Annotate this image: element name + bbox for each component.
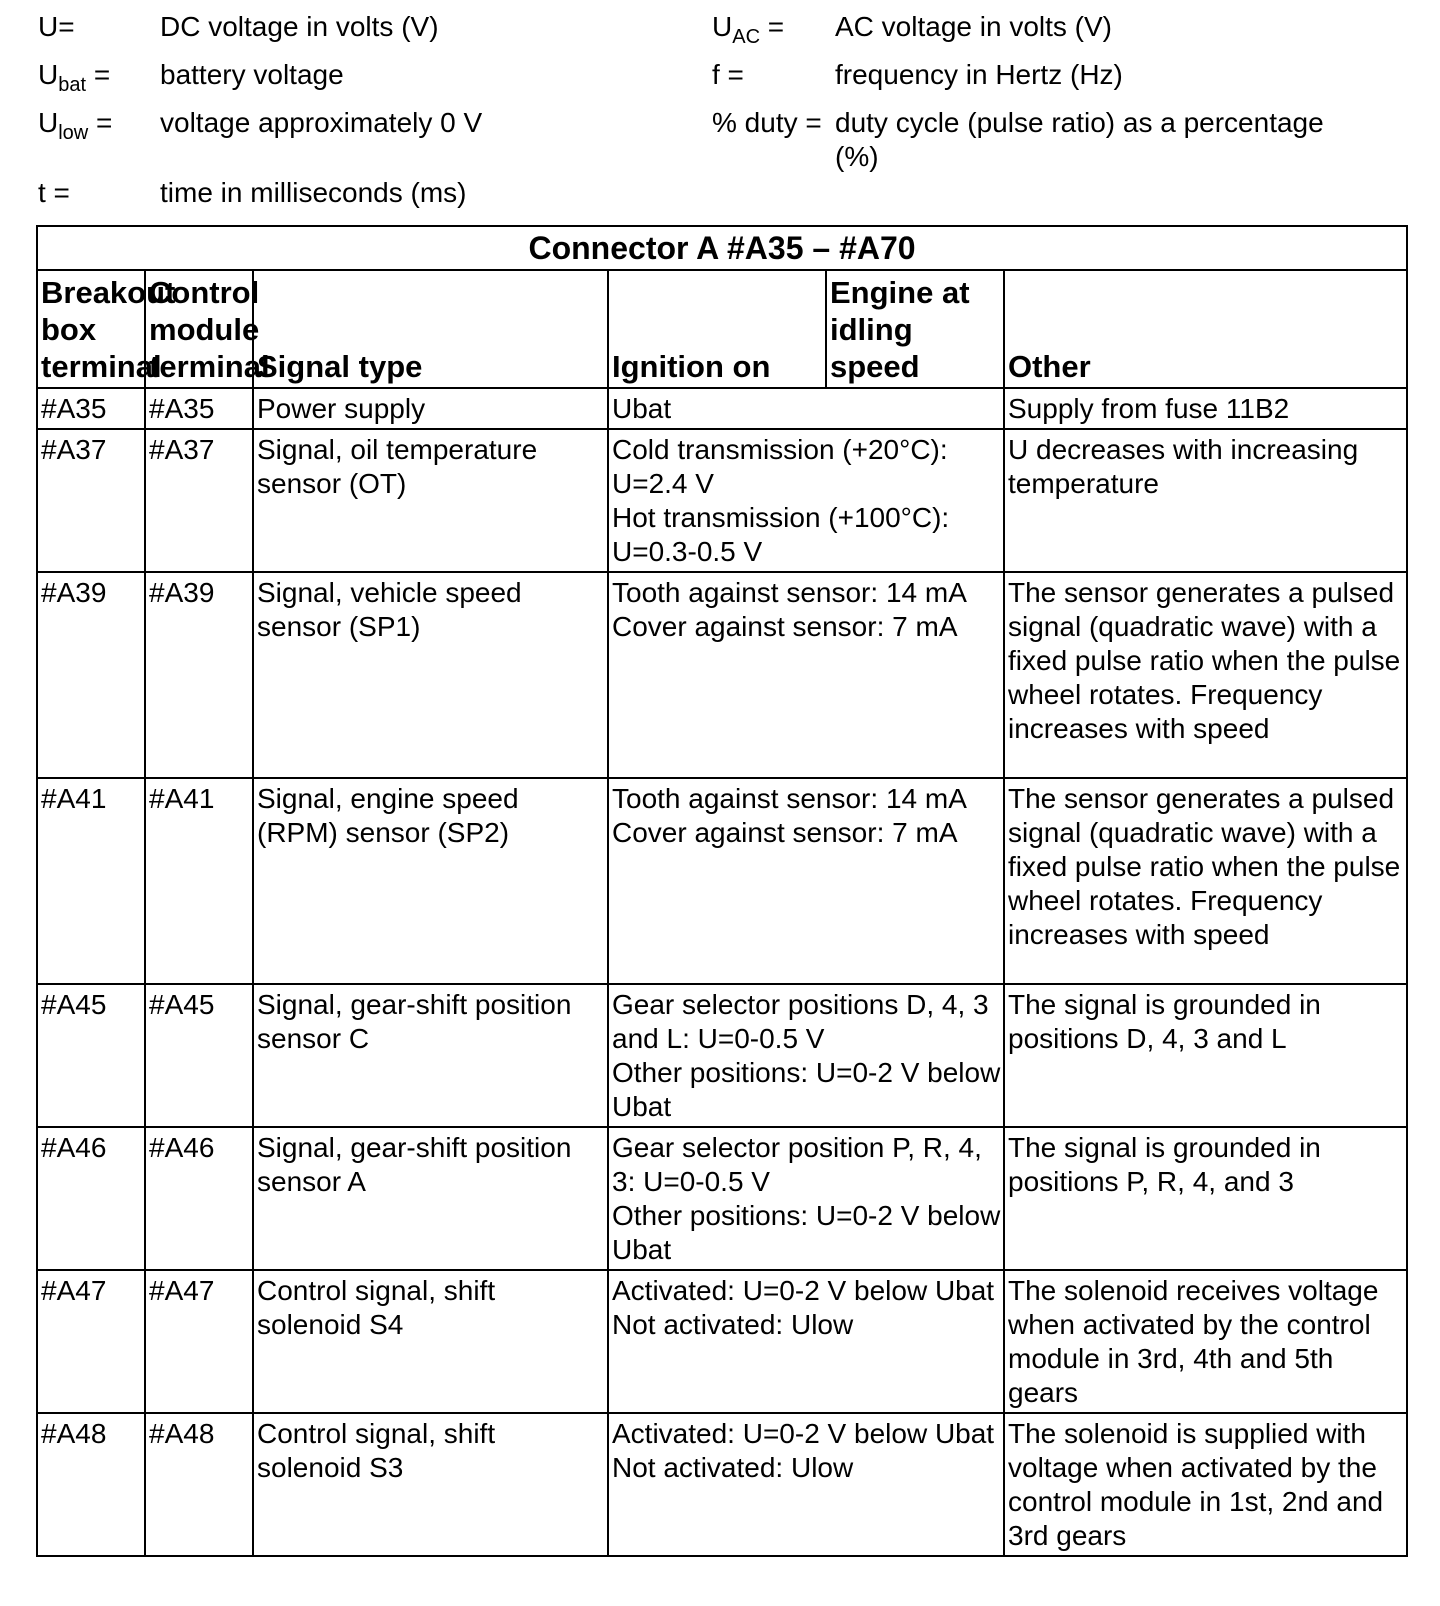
header-other: Other xyxy=(1004,270,1407,388)
header-breakout-terminal: Breakout box terminal xyxy=(37,270,145,388)
legend-desc-u: DC voltage in volts (V) xyxy=(160,11,439,42)
table-row xyxy=(37,388,1407,429)
cell-control-terminal: #A48 xyxy=(145,1413,253,1556)
legend-desc-ulow: voltage approximately 0 V xyxy=(160,107,483,138)
cell-signal-type: Signal, gear-shift position sensor C xyxy=(253,984,608,1127)
cell-other: The solenoid receives voltage when activated by the control module in 3rd, 4th and 5th gears xyxy=(1004,1270,1407,1413)
symbol-legend xyxy=(0,0,1440,220)
legend-symbol-ubat: $U_{bat}$ = xyxy=(38,59,111,96)
table-row xyxy=(37,1127,1407,1270)
cell-signal-type: Signal, oil temperature sensor (OT) xyxy=(253,429,608,572)
legend-symbol-f: f = xyxy=(712,59,744,90)
legend-symbol-uac: $U_{AC}$ = xyxy=(712,11,785,48)
legend-symbol-t: t = xyxy=(38,177,70,208)
table-row xyxy=(37,984,1407,1127)
cell-control-terminal: #A45 xyxy=(145,984,253,1127)
cell-ignition-on: Tooth against sensor: 14 mA Cover against sensor: 7 mA xyxy=(608,778,1004,984)
cell-control-terminal: #A35 xyxy=(145,388,253,429)
cell-control-terminal: #A46 xyxy=(145,1127,253,1270)
cell-breakout-terminal: #A48 xyxy=(37,1413,145,1556)
table-title: Connector A #A35 – #A70 xyxy=(37,226,1407,270)
legend-desc-ubat: battery voltage xyxy=(160,59,344,90)
header-control-module-terminal: Control module terminal xyxy=(145,270,253,388)
cell-ignition-on: Gear selector position P, R, 4, 3: U=0-0.5 V Other positions: U=0-2 V below Ubat xyxy=(608,1127,1004,1270)
header-engine-idling: Engine at idling speed xyxy=(826,270,1004,388)
cell-control-terminal: #A37 xyxy=(145,429,253,572)
cell-control-terminal: #A47 xyxy=(145,1270,253,1413)
cell-breakout-terminal: #A39 xyxy=(37,572,145,778)
cell-signal-type: Control signal, shift solenoid S4 xyxy=(253,1270,608,1413)
cell-signal-type: Control signal, shift solenoid S3 xyxy=(253,1413,608,1556)
cell-ignition-on: Activated: U=0-2 V below Ubat Not activated: Ulow xyxy=(608,1270,1004,1413)
cell-ignition-on: Activated: U=0-2 V below Ubat Not activated: Ulow xyxy=(608,1413,1004,1556)
cell-other: The signal is grounded in positions D, 4, 3 and L xyxy=(1004,984,1407,1127)
cell-ignition-on: Tooth against sensor: 14 mA Cover against sensor: 7 mA xyxy=(608,572,1004,778)
table-row xyxy=(37,1413,1407,1556)
cell-breakout-terminal: #A41 xyxy=(37,778,145,984)
cell-signal-type: Signal, engine speed (RPM) sensor (SP2) xyxy=(253,778,608,984)
table-row xyxy=(37,429,1407,572)
legend-desc-f: frequency in Hertz (Hz) xyxy=(835,59,1123,90)
legend-desc-t: time in milliseconds (ms) xyxy=(160,177,467,208)
cell-control-terminal: #A41 xyxy=(145,778,253,984)
legend-symbol-ulow: $U_{low}$ = xyxy=(38,107,113,144)
cell-breakout-terminal: #A46 xyxy=(37,1127,145,1270)
cell-other: Supply from fuse 11B2 xyxy=(1004,388,1407,429)
legend-symbol-u: U= xyxy=(38,11,75,42)
table-row xyxy=(37,1270,1407,1413)
legend-symbol-duty: % duty = xyxy=(712,107,822,138)
cell-breakout-terminal: #A45 xyxy=(37,984,145,1127)
cell-ignition-on: Gear selector positions D, 4, 3 and L: U=0-0.5 V Other positions: U=0-2 V below Ubat xyxy=(608,984,1004,1127)
connector-table xyxy=(36,225,1408,1557)
cell-other: The sensor generates a pulsed signal (quadratic wave) with a fixed pulse ratio when the pulse wheel rotates. Frequency increases with speed xyxy=(1004,778,1407,984)
cell-breakout-terminal: #A47 xyxy=(37,1270,145,1413)
legend-desc-uac: AC voltage in volts (V) xyxy=(835,11,1112,42)
cell-control-terminal: #A39 xyxy=(145,572,253,778)
cell-other: The sensor generates a pulsed signal (quadratic wave) with a fixed pulse ratio when the pulse wheel rotates. Frequency increases with speed xyxy=(1004,572,1407,778)
cell-signal-type: Signal, vehicle speed sensor (SP1) xyxy=(253,572,608,778)
cell-breakout-terminal: #A35 xyxy=(37,388,145,429)
header-ignition-on: Ignition on xyxy=(608,270,826,388)
cell-signal-type: Power supply xyxy=(253,388,608,429)
header-signal-type: Signal type xyxy=(253,270,608,388)
legend-desc-duty: duty cycle (pulse ratio) as a percentage (%) xyxy=(835,107,1324,172)
table-body xyxy=(37,388,1407,1556)
table-row xyxy=(37,572,1407,778)
cell-breakout-terminal: #A37 xyxy=(37,429,145,572)
cell-signal-type: Signal, gear-shift position sensor A xyxy=(253,1127,608,1270)
cell-ignition-on: Ubat xyxy=(608,388,1004,429)
cell-other: U decreases with increasing temperature xyxy=(1004,429,1407,572)
cell-other: The signal is grounded in positions P, R, 4, and 3 xyxy=(1004,1127,1407,1270)
cell-ignition-on: Cold transmission (+20°C): U=2.4 V Hot transmission (+100°C): U=0.3-0.5 V xyxy=(608,429,1004,572)
cell-other: The solenoid is supplied with voltage when activated by the control module in 1st, 2nd and 3rd gears xyxy=(1004,1413,1407,1556)
table-row xyxy=(37,778,1407,984)
